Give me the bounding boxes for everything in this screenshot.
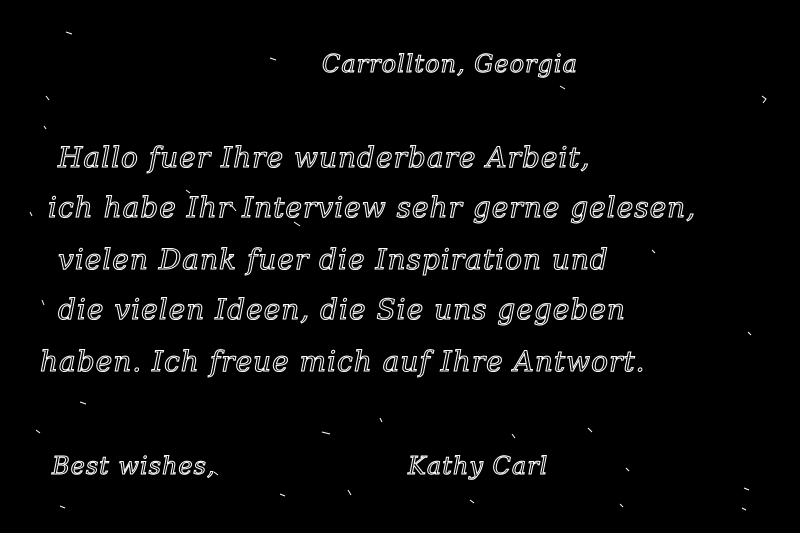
note-closing: Best wishes, bbox=[52, 452, 216, 480]
note-line-1: Hallo fuer Ihre wunderbare Arbeit, bbox=[58, 141, 591, 174]
note-signature: Kathy Carl bbox=[408, 452, 549, 480]
note-line-2: ich habe Ihr Interview sehr gerne gelesen, bbox=[48, 191, 697, 224]
note-title: Carrollton, Georgia bbox=[322, 50, 578, 78]
note-line-3: vielen Dank fuer die Inspiration und bbox=[58, 243, 609, 276]
note-line-4: die vielen Ideen, die Sie uns gegeben bbox=[58, 293, 626, 326]
note-line-5: haben. Ich freue mich auf Ihre Antwort. bbox=[40, 345, 646, 378]
